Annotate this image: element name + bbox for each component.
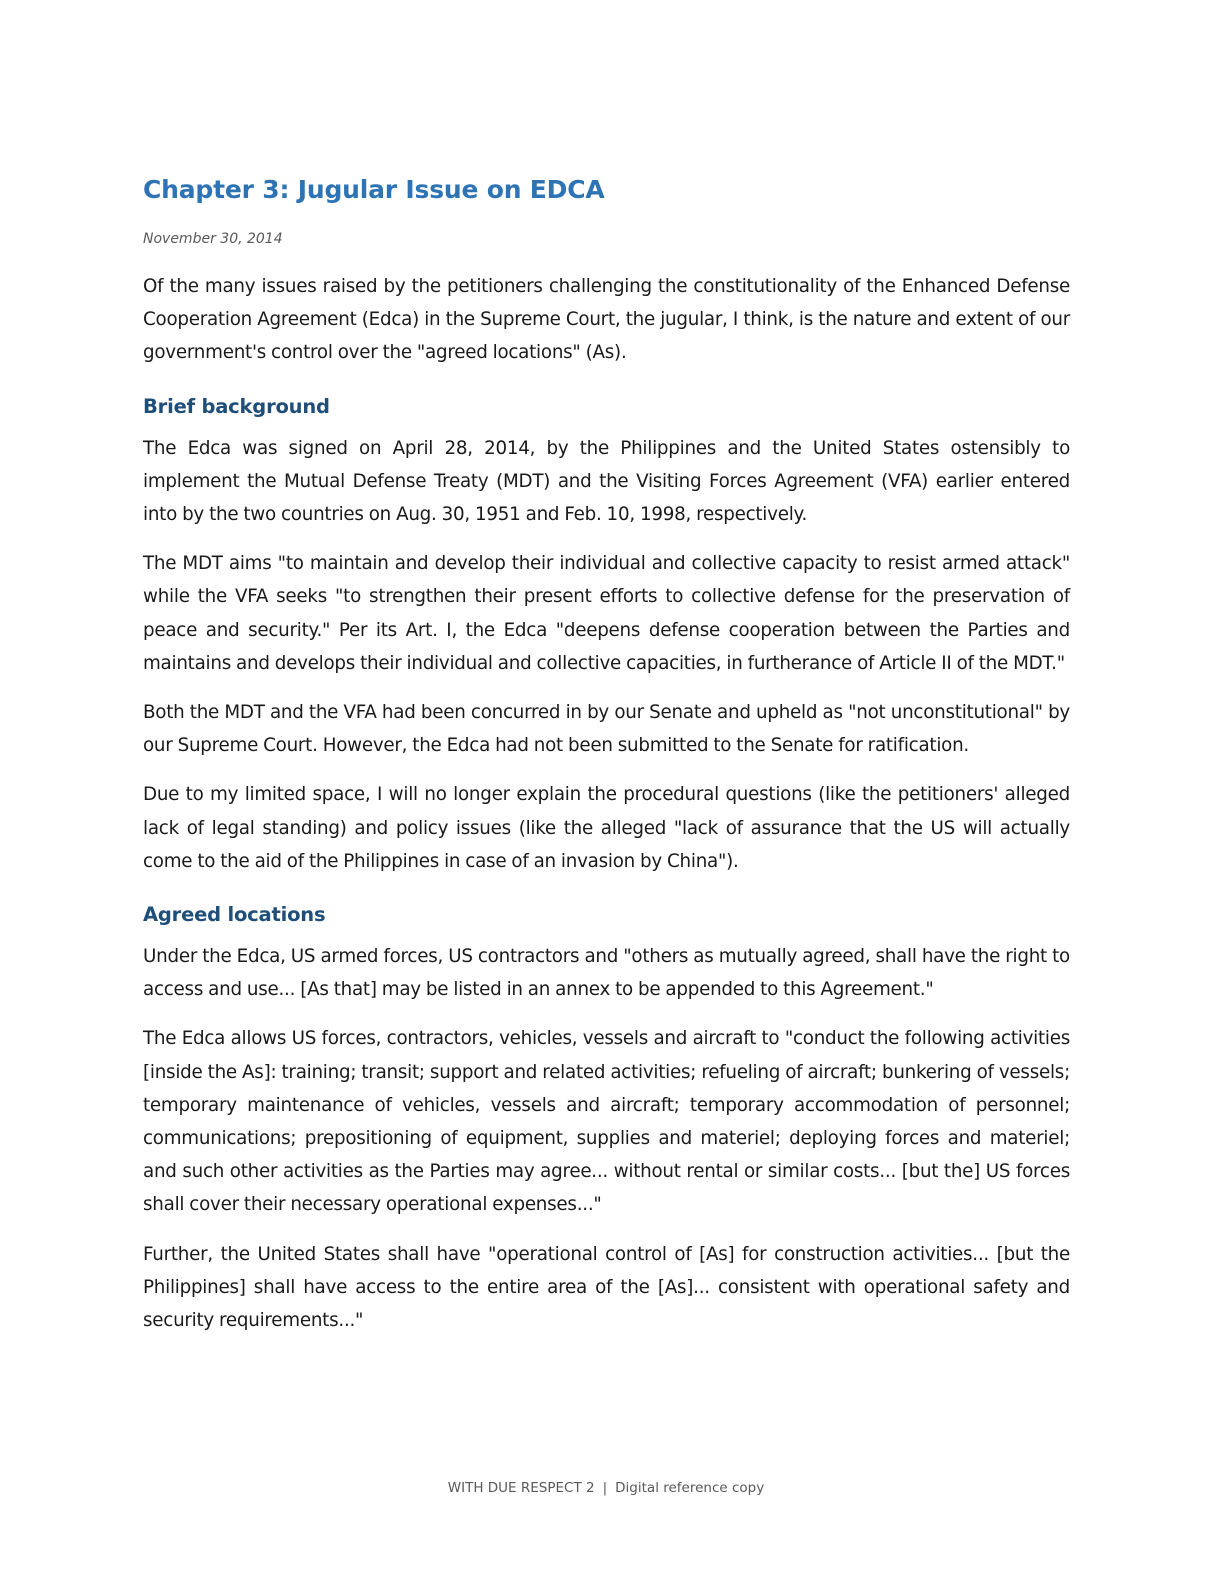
paragraph: Under the Edca, US armed forces, US contractors and "others as mutually agreed, shall have the right to access and use... [As that] may be listed in an annex to be appended to this Agreement." — [143, 946, 1070, 1001]
paragraph: Further, the United States shall have "operational control of [As] for construction activities... [but the Philippines] shall have access to the entire area of the [As]... consistent with operational safety and security requirements..." — [143, 1243, 1070, 1332]
paragraph: The Edca allows US forces, contractors, vehicles, vessels and aircraft to "conduct the following activities [inside the As]: training; transit; support and related activities; refueling of aircraft; bunkering of vessels; temporary maintenance of vehicles, vessels and aircraft; temporary accommodation of personnel; communications; prepositioning of equipment, supplies and materiel; deploying forces and materiel; and such other activities as the Parties may agree... without rental or similar costs... [but the] US forces shall cover their necessary operational expenses..." — [143, 1028, 1070, 1216]
paragraph: The MDT aims "to maintain and develop their individual and collective capacity to resist armed attack" while the VFA seeks "to strengthen their present efforts to collective defense for the preservation of peace and security." Per its Art. I, the Edca "deepens defense cooperation between the Parties and maintains and develops their individual and collective capacities, in furtherance of Article II of the MDT." — [143, 553, 1070, 674]
section-heading-brief-background: Brief background — [143, 394, 330, 418]
intro-paragraph: Of the many issues raised by the petitioners challenging the constitutionality of the Enhanced Defense Cooperation Agreement (Edca) in the Supreme Court, the jugular, I think, is the nature and extent of our government's control over the "agreed locations" (As). — [143, 276, 1070, 364]
footer-separator: | — [602, 1480, 608, 1496]
publication-date: November 30, 2014 — [143, 231, 283, 247]
paragraph: Both the MDT and the VFA had been concurred in by our Senate and upheld as "not unconstitutional" by our Supreme Court. However, the Edca had not been submitted to the Senate for ratification. — [143, 702, 1070, 757]
chapter-title: Chapter 3: Jugular Issue on EDCA — [143, 175, 605, 204]
page-content — [143, 168, 1070, 1337]
paragraph: The Edca was signed on April 28, 2014, by the Philippines and the United States ostensibly to implement the Mutual Defense Treaty (MDT) and the Visiting Forces Agreement (VFA) earlier entered into by the two countries on Aug. 30, 1951 and Feb. 10, 1998, respectively. — [143, 437, 1070, 526]
paragraph: Due to my limited space, I will no longer explain the procedural questions (like the petitioners' alleged lack of legal standing) and policy issues (like the alleged "lack of assurance that the US will actually come to the aid of the Philippines in case of an invasion by China"). — [143, 784, 1070, 872]
section-heading-agreed-locations: Agreed locations — [143, 903, 326, 927]
page-footer — [0, 1478, 1212, 1498]
footer-note: Digital reference copy — [615, 1480, 765, 1496]
footer-book-title: WITH DUE RESPECT 2 — [447, 1480, 595, 1496]
